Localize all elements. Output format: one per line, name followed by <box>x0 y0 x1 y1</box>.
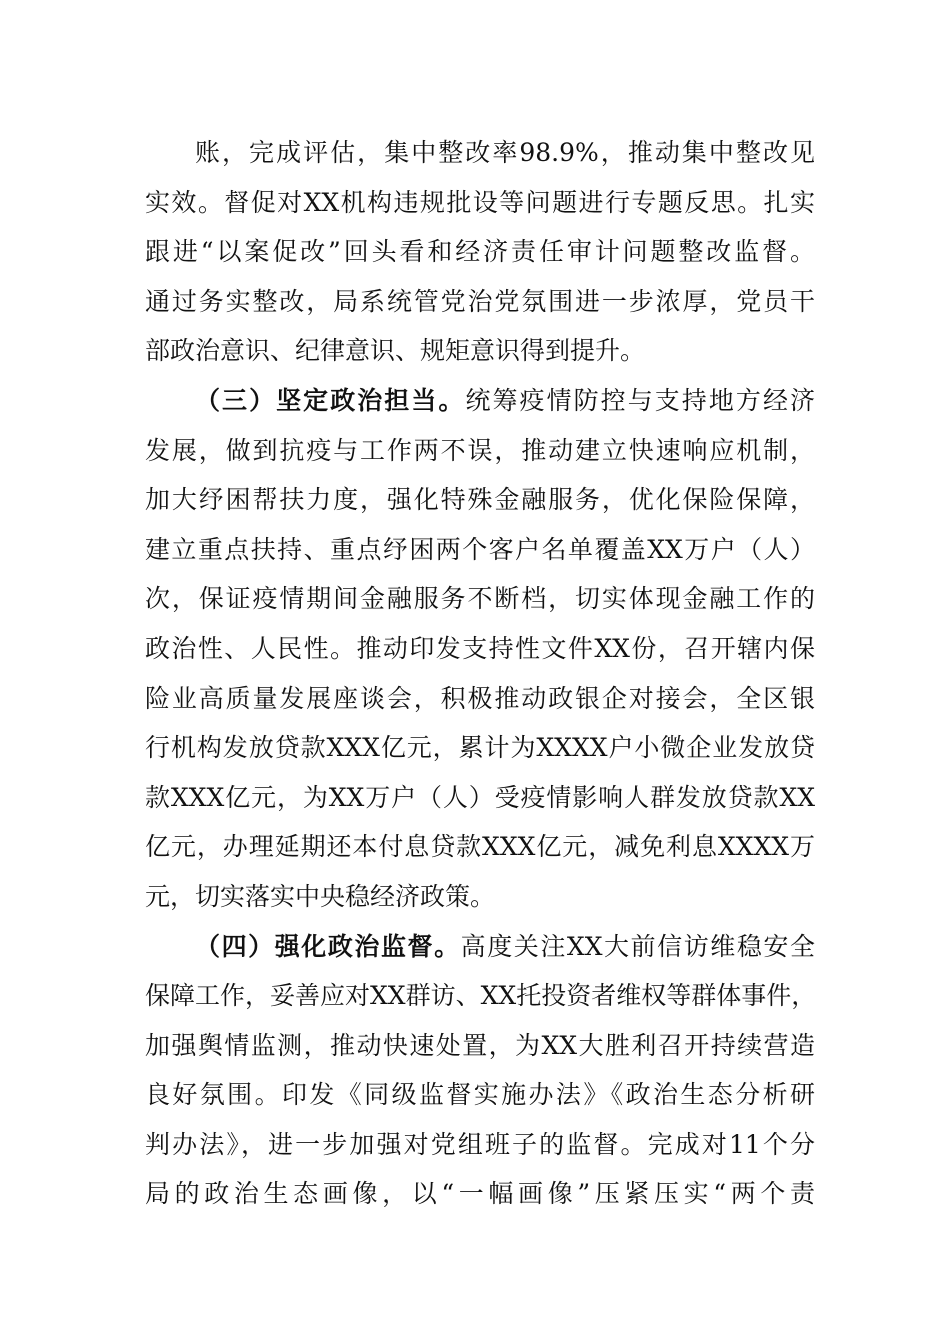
text-line: 实效。督促对XX机构违规批设等问题进行专题反思。扎实 <box>145 187 815 217</box>
text-line: 良好氛围。印发《同级监督实施办法》《政治生态分析研 <box>145 1080 815 1110</box>
text-line: 加强舆情监测，推动快速处置，为XX大胜利召开持续营造 <box>145 1030 815 1060</box>
text-line <box>145 922 815 972</box>
text-line: 跟进“以案促改”回头看和经济责任审计问题整改监督。 <box>145 237 815 267</box>
text-line: 次，保证疫情期间金融服务不断档，切实体现金融工作的 <box>145 584 815 614</box>
text-line: 建立重点扶持、重点纾困两个客户名单覆盖XX万户（人） <box>145 534 815 564</box>
paragraph-section-4 <box>145 922 815 1220</box>
text-line: 部政治意识、纪律意识、规矩意识得到提升。 <box>145 336 646 366</box>
text-line: 亿元，办理延期还本付息贷款XXX亿元，减免利息XXXX万 <box>145 832 815 862</box>
text-line: 加大纾困帮扶力度，强化特殊金融服务，优化保险保障， <box>145 485 815 515</box>
text-line: 保障工作，妥善应对XX群访、XX托投资者维权等群体事件， <box>145 981 817 1011</box>
section-heading: （三）坚定政治担当。 <box>195 385 466 415</box>
text-line: 行机构发放贷款XXX亿元，累计为XXXX户小微企业发放贷 <box>145 733 815 763</box>
paragraph-continuation <box>145 128 815 376</box>
text-line: 账，完成评估，集中整改率98.9%，推动集中整改见 <box>195 138 815 167</box>
text-line: 通过务实整改，局系统管党治党氛围进一步浓厚，党员干 <box>145 286 815 316</box>
text-line: 局的政治生态画像，以“一幅画像”压紧压实“两个责 <box>145 1179 815 1209</box>
text-run: 统筹疫情防控与支持地方经济 <box>465 385 815 415</box>
text-line: 元，切实落实中央稳经济政策。 <box>145 881 496 911</box>
text-run: 高度关注XX大前信访维稳安全 <box>460 931 815 961</box>
paragraph-section-3 <box>145 376 815 922</box>
text-line: 发展，做到抗疫与工作两不误，推动建立快速响应机制， <box>145 435 815 465</box>
text-line: 险业高质量发展座谈会，积极推动政银企对接会，全区银 <box>145 683 815 713</box>
document-body <box>145 128 815 1219</box>
text-line: 款XXX亿元，为XX万户（人）受疫情影响人群发放贷款XX <box>145 782 815 812</box>
section-heading: （四）强化政治监督。 <box>195 931 461 961</box>
text-line: 判办法》，进一步加强对党组班子的监督。完成对11个分 <box>145 1129 815 1159</box>
text-line <box>145 376 815 426</box>
text-line: 政治性、人民性。推动印发支持性文件XX份，召开辖内保 <box>145 633 815 663</box>
